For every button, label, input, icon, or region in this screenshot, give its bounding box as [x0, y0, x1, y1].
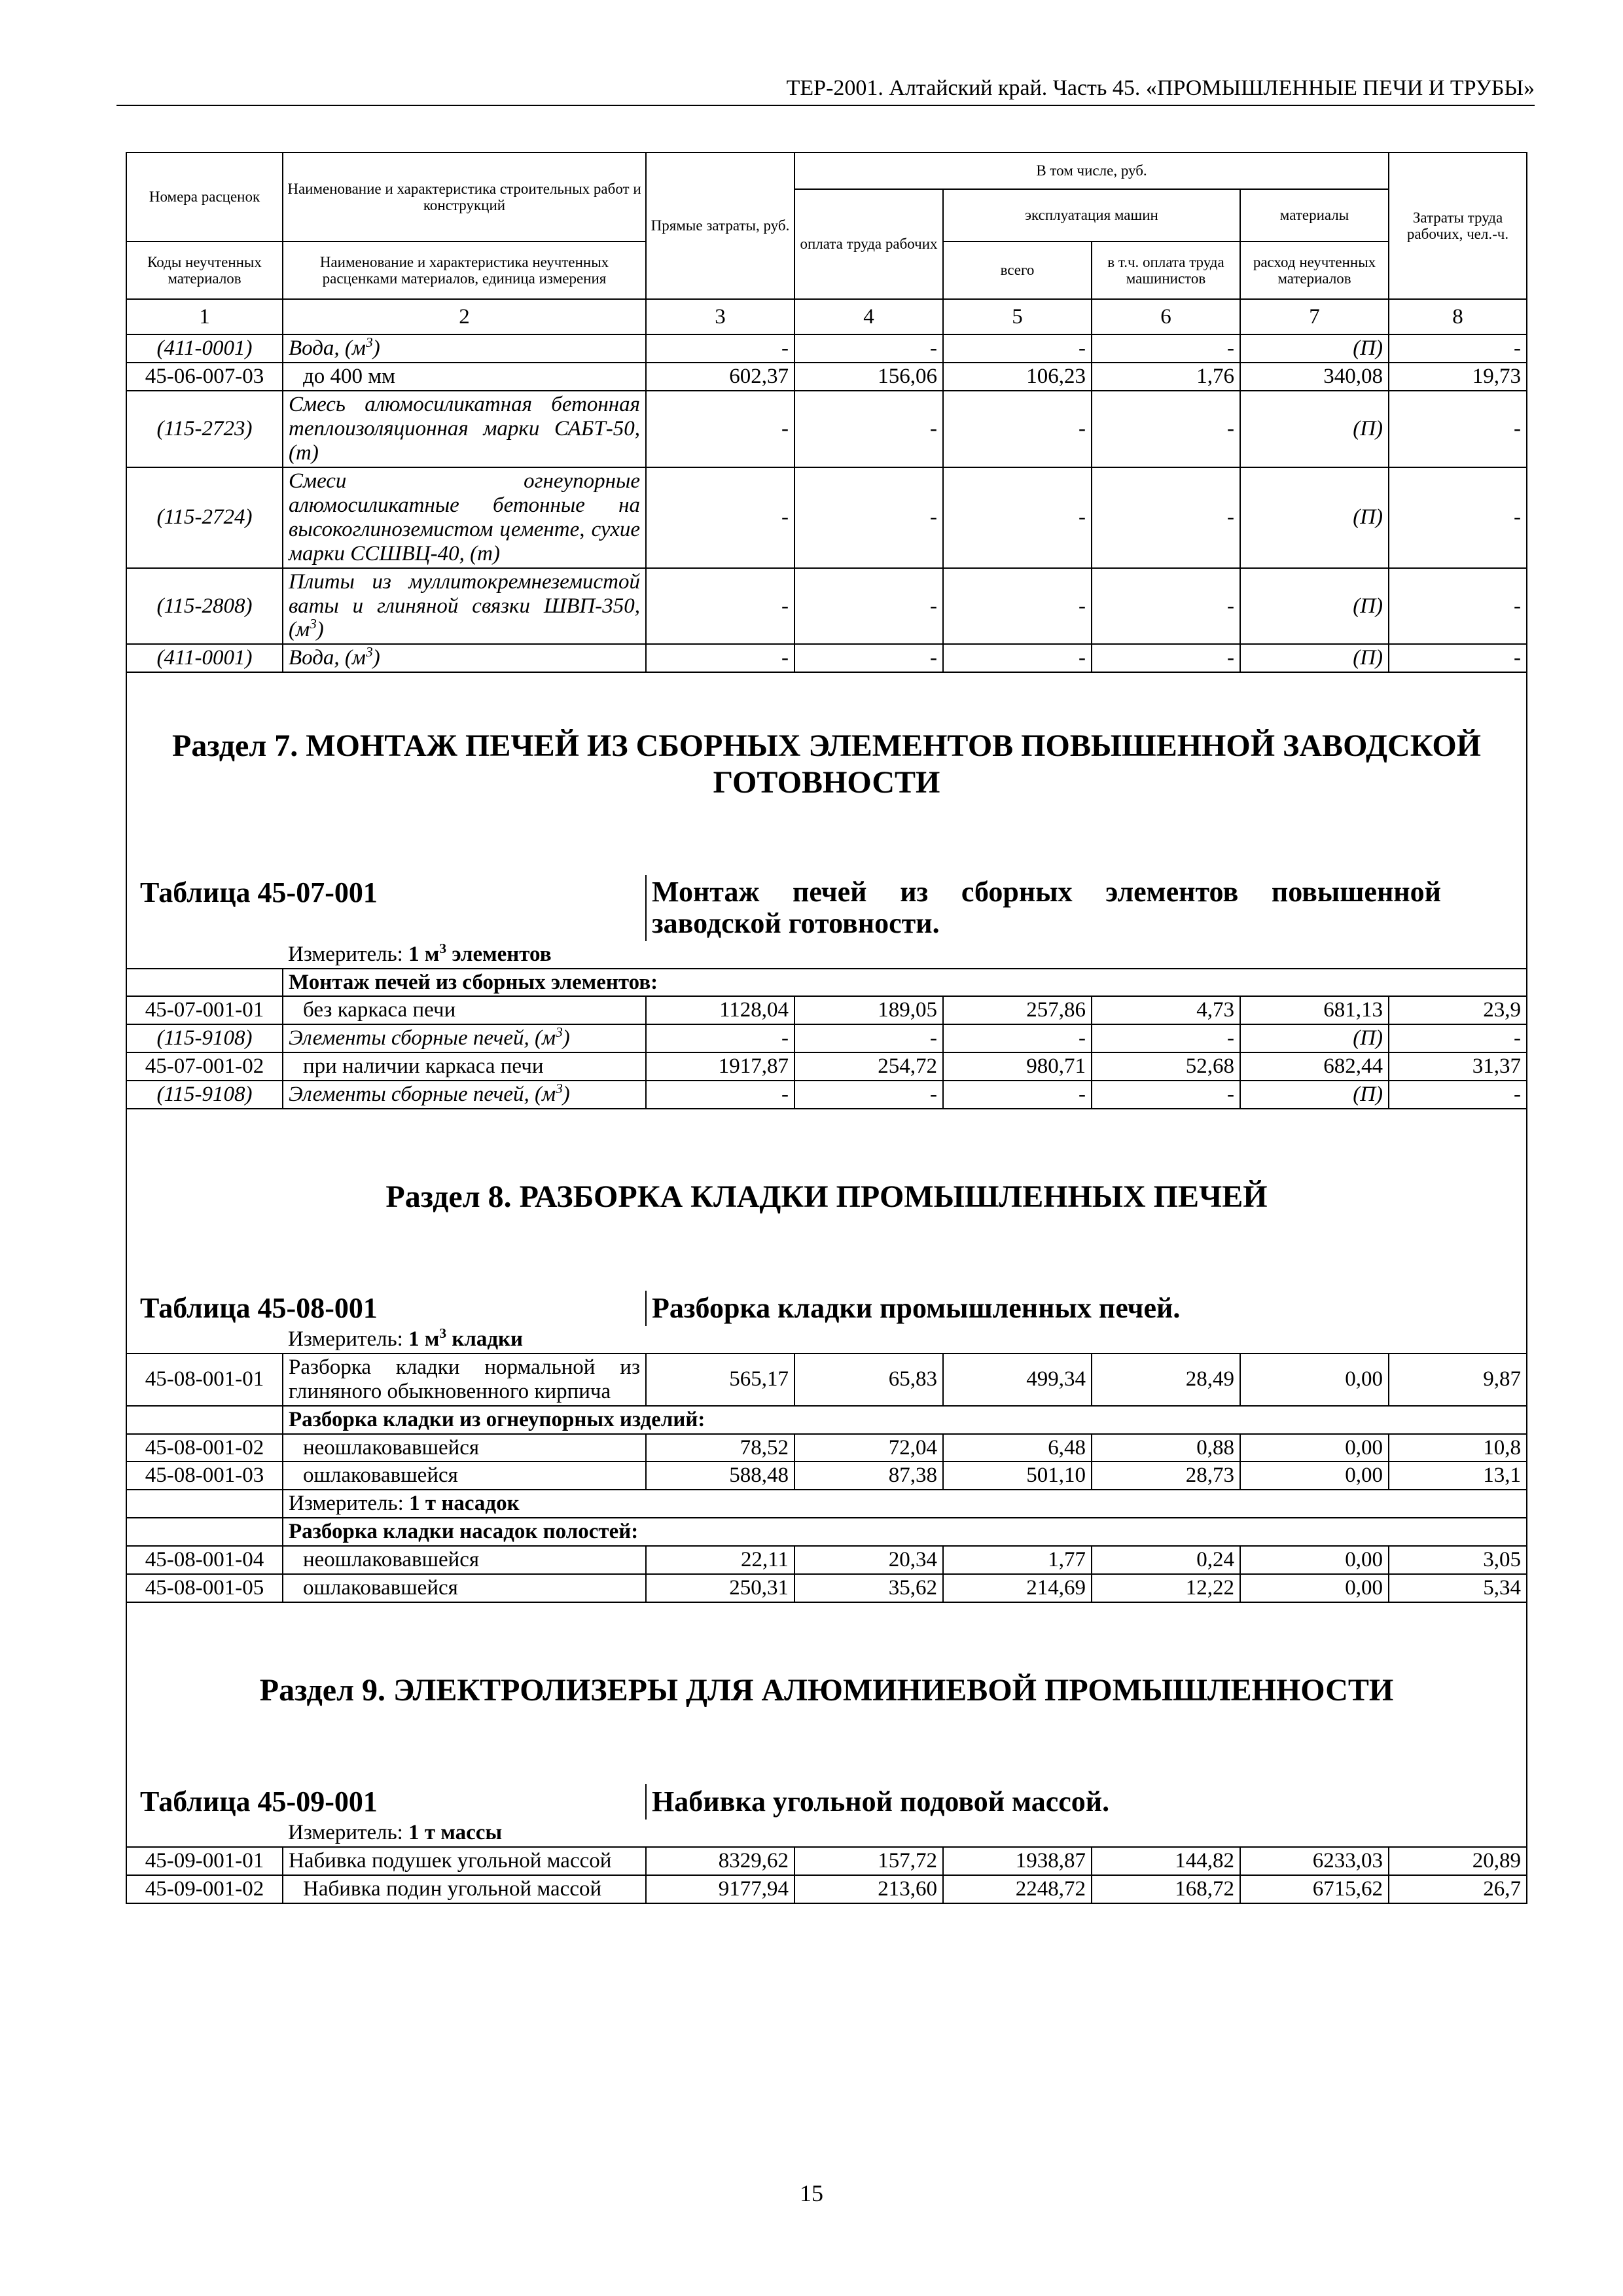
row-value: 0,00 [1240, 1354, 1389, 1406]
row-value: 31,37 [1389, 1052, 1527, 1081]
row-value: - [646, 644, 794, 672]
row-name [283, 1462, 646, 1490]
table-row [126, 644, 1527, 672]
row-name-text: неошлаковавшейся [303, 1548, 480, 1572]
row-value: 19,73 [1389, 363, 1527, 391]
row-name-text: Вода, (м [289, 336, 366, 360]
unit-close: ) [562, 1026, 570, 1050]
row-value: 9,87 [1389, 1354, 1527, 1406]
unit-sup: 3 [365, 334, 373, 350]
row-name [283, 996, 646, 1024]
row-value: 250,31 [646, 1574, 794, 1602]
unit-sup: 3 [310, 616, 317, 632]
blank [126, 1406, 283, 1434]
row-value: 214,69 [943, 1574, 1092, 1602]
row-value: 1128,04 [646, 996, 794, 1024]
row-code: (115-9108) [126, 1081, 283, 1109]
row-value: - [1389, 1024, 1527, 1052]
row-value: 87,38 [794, 1462, 943, 1490]
row-name [283, 391, 646, 467]
section8-group2-rows [126, 1546, 1527, 1602]
column-index-row [126, 299, 1527, 334]
row-name-text: Вода, (м [289, 646, 366, 670]
row-name-text: Элементы сборные печей, (м [289, 1026, 556, 1050]
row-value: - [1092, 568, 1240, 645]
row-value: 144,82 [1092, 1847, 1240, 1875]
row-value: 6,48 [943, 1434, 1092, 1462]
row-value: 35,62 [794, 1574, 943, 1602]
row-value: - [646, 334, 794, 363]
table-row [126, 1052, 1527, 1081]
row-value: 254,72 [794, 1052, 943, 1081]
unit-close: ) [316, 618, 324, 642]
table-row [126, 391, 1527, 467]
row-value: 22,11 [646, 1546, 794, 1574]
row-name [283, 644, 646, 672]
meter-sup: 3 [439, 1325, 447, 1341]
row-value: 3,05 [1389, 1546, 1527, 1574]
row-value: 4,73 [1092, 996, 1240, 1024]
row-value: 2248,72 [943, 1875, 1092, 1903]
row-value: 106,23 [943, 363, 1092, 391]
section9-table-label: Таблица 45-09-001 [126, 1784, 646, 1819]
table-row [126, 363, 1527, 391]
row-value: 72,04 [794, 1434, 943, 1462]
row-name [283, 1081, 646, 1109]
row-code: (115-2724) [126, 467, 283, 568]
section7-table-desc: Монтаж печей из сборных элементов повышенной заводской готовности. [646, 875, 1527, 941]
row-value: 65,83 [794, 1354, 943, 1406]
row-value: 501,10 [943, 1462, 1092, 1490]
row-value: 168,72 [1092, 1875, 1240, 1903]
row-value: 20,34 [794, 1546, 943, 1574]
col-index: 1 [126, 299, 283, 334]
section8-table-desc: Разборка кладки промышленных печей. [646, 1291, 1527, 1325]
table-row [126, 568, 1527, 645]
table-row [126, 1354, 1527, 1406]
row-code: 45-08-001-03 [126, 1462, 283, 1490]
row-value: - [1092, 644, 1240, 672]
row-value: - [1092, 334, 1240, 363]
row-code: (411-0001) [126, 334, 283, 363]
row-value: - [646, 391, 794, 467]
section7-group: Монтаж печей из сборных элементов: [283, 969, 1527, 997]
section7-meter [283, 941, 1527, 969]
col4-header: оплата труда рабочих [794, 189, 943, 299]
table-row [126, 1875, 1527, 1903]
col3-header: Прямые затраты, руб. [646, 152, 794, 299]
row-value: (П) [1240, 391, 1389, 467]
row-name [283, 1574, 646, 1602]
price-table [126, 152, 1527, 1904]
row-name [283, 1847, 646, 1875]
row-value: - [1389, 644, 1527, 672]
row-value: - [794, 644, 943, 672]
row-value: 588,48 [646, 1462, 794, 1490]
row-name-text: до 400 мм [303, 364, 396, 388]
row-code: 45-08-001-05 [126, 1574, 283, 1602]
row-code: 45-07-001-02 [126, 1052, 283, 1081]
row-value: - [794, 1081, 943, 1109]
section8-meter2 [283, 1490, 1527, 1518]
row-value: - [943, 467, 1092, 568]
col-index: 8 [1389, 299, 1527, 334]
row-name-text: Элементы сборные печей, (м [289, 1083, 556, 1107]
row-value: (П) [1240, 334, 1389, 363]
blank [126, 1326, 283, 1354]
row-value: 0,00 [1240, 1462, 1389, 1490]
row-value: 213,60 [794, 1875, 943, 1903]
table-row [126, 1024, 1527, 1052]
row-name [283, 1546, 646, 1574]
row-value: - [943, 568, 1092, 645]
row-value: 257,86 [943, 996, 1092, 1024]
row-code: 45-07-001-01 [126, 996, 283, 1024]
spacer [126, 1602, 1527, 1671]
row-value: 0,88 [1092, 1434, 1240, 1462]
row-value: - [1092, 391, 1240, 467]
section8-group1: Разборка кладки из огнеупорных изделий: [283, 1406, 1527, 1434]
section7-title: Раздел 7. МОНТАЖ ПЕЧЕЙ ИЗ СБОРНЫХ ЭЛЕМЕНТОВ ПОВЫШЕННОЙ ЗАВОДСКОЙ ГОТОВНОСТИ [126, 728, 1527, 800]
unit-close: ) [372, 646, 380, 670]
row-value: - [1092, 1081, 1240, 1109]
spacer [126, 1109, 1527, 1177]
row-value: - [646, 467, 794, 568]
row-code: 45-08-001-02 [126, 1434, 283, 1462]
row-value: - [943, 1024, 1092, 1052]
section8-group1-rows [126, 1434, 1527, 1490]
meter-prefix: Измеритель: [289, 1492, 410, 1516]
table-row [126, 1434, 1527, 1462]
col2-header-top: Наименование и характеристика строительных работ и конструкций [283, 152, 646, 242]
row-value: 1938,87 [943, 1847, 1092, 1875]
row-value: 20,89 [1389, 1847, 1527, 1875]
row-value: 6715,62 [1240, 1875, 1389, 1903]
row-value: - [1389, 391, 1527, 467]
row-name-text: ошлаковавшейся [303, 1463, 458, 1488]
row-name [283, 1875, 646, 1903]
row-value: - [1389, 568, 1527, 645]
row-value: 13,1 [1389, 1462, 1527, 1490]
row-value: 8329,62 [646, 1847, 794, 1875]
row-value: 0,00 [1240, 1546, 1389, 1574]
meter-prefix: Измеритель: [288, 1327, 409, 1351]
row-name [283, 334, 646, 363]
row-value: - [794, 1024, 943, 1052]
meter-suffix: кладки [446, 1327, 524, 1351]
row-value: 340,08 [1240, 363, 1389, 391]
row-value: - [943, 644, 1092, 672]
row-value: 1,76 [1092, 363, 1240, 391]
row-value: 499,34 [943, 1354, 1092, 1406]
row-value: 682,44 [1240, 1052, 1389, 1081]
row-value: 0,24 [1092, 1546, 1240, 1574]
row-value: 189,05 [794, 996, 943, 1024]
col1-header-top: Номера расценок [126, 152, 283, 242]
section9-rows [126, 1847, 1527, 1903]
meter-value: 1 т насадок [409, 1492, 520, 1516]
row-name [283, 1434, 646, 1462]
section8-title: Раздел 8. РАЗБОРКА КЛАДКИ ПРОМЫШЛЕННЫХ ПЕЧЕЙ [126, 1177, 1527, 1216]
col8-header: Затраты труда рабочих, чел.-ч. [1389, 152, 1527, 299]
section7-table-label: Таблица 45-07-001 [126, 875, 646, 941]
row-value: 602,37 [646, 363, 794, 391]
meter-value: 1 м [408, 942, 440, 966]
table-row [126, 334, 1527, 363]
table-row [126, 1462, 1527, 1490]
row-code: (411-0001) [126, 644, 283, 672]
row-value: 6233,03 [1240, 1847, 1389, 1875]
meter-suffix: элементов [446, 942, 552, 966]
unit-sup: 3 [365, 644, 373, 660]
row-value: 681,13 [1240, 996, 1389, 1024]
spacer [126, 1216, 1527, 1291]
materials-header: материалы [1240, 189, 1389, 242]
row-name-text: Набивка подин угольной массой [303, 1876, 602, 1901]
including-header: В том числе, руб. [794, 152, 1389, 189]
row-value: (П) [1240, 644, 1389, 672]
blank [126, 1820, 283, 1847]
meter-sup: 3 [439, 940, 447, 956]
row-code: 45-09-001-01 [126, 1847, 283, 1875]
row-value: - [794, 334, 943, 363]
col1-header-bottom: Коды неучтенных материалов [126, 242, 283, 299]
row-name [283, 1024, 646, 1052]
row-code: 45-06-007-03 [126, 363, 283, 391]
table-row [126, 1081, 1527, 1109]
row-value: - [1389, 467, 1527, 568]
table-row [126, 467, 1527, 568]
row-value: 9177,94 [646, 1875, 794, 1903]
meter-value: 1 т массы [408, 1820, 503, 1844]
spacer [126, 800, 1527, 875]
row-value: - [794, 391, 943, 467]
row-value: 52,68 [1092, 1052, 1240, 1081]
row-code: 45-08-001-01 [126, 1354, 283, 1406]
unit-sup: 3 [556, 1024, 563, 1041]
row-value: 1,77 [943, 1546, 1092, 1574]
blank [126, 1490, 283, 1518]
table-row [126, 1574, 1527, 1602]
running-header-text: ТЕР-2001. Алтайский край. Часть 45. «ПРОМЫШЛЕННЫЕ ПЕЧИ И ТРУБЫ» [786, 76, 1535, 100]
row-value: 5,34 [1389, 1574, 1527, 1602]
row-code: (115-2723) [126, 391, 283, 467]
row-value: (П) [1240, 1081, 1389, 1109]
row-value: 78,52 [646, 1434, 794, 1462]
spacer [126, 672, 1527, 728]
col-index: 5 [943, 299, 1092, 334]
row-value: 565,17 [646, 1354, 794, 1406]
meter-prefix: Измеритель: [288, 942, 409, 966]
section8-group2: Разборка кладки насадок полостей: [283, 1518, 1527, 1546]
row-value: - [646, 1081, 794, 1109]
col7-header: расход неучтенных материалов [1240, 242, 1389, 299]
row-code: (115-2808) [126, 568, 283, 645]
row-value: (П) [1240, 1024, 1389, 1052]
row-value: - [1389, 334, 1527, 363]
table-row [126, 1847, 1527, 1875]
row-value: 1917,87 [646, 1052, 794, 1081]
row-name-text: ошлаковавшейся [303, 1576, 458, 1600]
row-value: 156,06 [794, 363, 943, 391]
section9-title: Раздел 9. ЭЛЕКТРОЛИЗЕРЫ ДЛЯ АЛЮМИНИЕВОЙ ПРОМЫШЛЕННОСТИ [126, 1671, 1527, 1710]
page-number: 15 [800, 2180, 823, 2206]
col-index: 6 [1092, 299, 1240, 334]
unit-close: ) [372, 336, 380, 360]
row-value: (П) [1240, 568, 1389, 645]
row-name-text: без каркаса печи [303, 998, 456, 1022]
row-name-text: при наличии каркаса печи [303, 1054, 544, 1079]
row-value: - [794, 568, 943, 645]
row-value: 12,22 [1092, 1574, 1240, 1602]
machines-header: эксплуатация машин [943, 189, 1240, 242]
col-index: 4 [794, 299, 943, 334]
row-code: (115-9108) [126, 1024, 283, 1052]
row-value: - [943, 1081, 1092, 1109]
blank [126, 969, 283, 997]
meter-prefix: Измеритель: [288, 1820, 409, 1844]
row-name [283, 1052, 646, 1081]
unit-close: ) [562, 1083, 570, 1107]
section7-rows [126, 996, 1527, 1109]
col5-header: всего [943, 242, 1092, 299]
row-value: - [646, 568, 794, 645]
row-name: Разборка кладки нормальной из глиняного обыкновенного кирпича [283, 1354, 646, 1406]
row-value: 26,7 [1389, 1875, 1527, 1903]
running-header [116, 73, 1535, 106]
col-index: 3 [646, 299, 794, 334]
row-code: 45-08-001-04 [126, 1546, 283, 1574]
row-value: - [794, 467, 943, 568]
col-index: 2 [283, 299, 646, 334]
section9-meter [283, 1820, 1527, 1847]
row-value: 28,49 [1092, 1354, 1240, 1406]
blank [126, 941, 283, 969]
row-value: 23,9 [1389, 996, 1527, 1024]
row-value: - [646, 1024, 794, 1052]
row-name-text: Плиты из муллитокремнеземистой ваты и глиняной связки ШВП-350, (м [289, 569, 640, 642]
row-value: - [1389, 1081, 1527, 1109]
table-row [126, 996, 1527, 1024]
row-name [283, 363, 646, 391]
row-name-text: Смесь алюмосиликатная бетонная теплоизоляционная марки САБТ-50, (т) [289, 392, 640, 465]
row-value: 157,72 [794, 1847, 943, 1875]
blank [126, 1518, 283, 1546]
unit-sup: 3 [556, 1081, 563, 1097]
table-row [126, 1546, 1527, 1574]
col-index: 7 [1240, 299, 1389, 334]
row-value: 0,00 [1240, 1434, 1389, 1462]
section9-table-desc: Набивка угольной подовой массой. [646, 1784, 1527, 1819]
row-value: (П) [1240, 467, 1389, 568]
top-rows [126, 334, 1527, 672]
row-name [283, 568, 646, 645]
row-name-text: неошлаковавшейся [303, 1435, 480, 1460]
row-value: 980,71 [943, 1052, 1092, 1081]
row-name-text: Набивка подушек угольной массой [289, 1848, 612, 1873]
row-code: 45-09-001-02 [126, 1875, 283, 1903]
row-value: 0,00 [1240, 1574, 1389, 1602]
row-value: - [1092, 467, 1240, 568]
row-value: 28,73 [1092, 1462, 1240, 1490]
row-name-text: Смеси огнеупорные алюмосиликатные бетонные на высокоглиноземистом цементе, сухие марки ССШВЦ-40, (т) [289, 469, 640, 565]
row-value: - [1092, 1024, 1240, 1052]
row-value: 10,8 [1389, 1434, 1527, 1462]
spacer [126, 1710, 1527, 1784]
col6-header: в т.ч. оплата труда машинистов [1092, 242, 1240, 299]
row-name [283, 467, 646, 568]
row-value: - [943, 334, 1092, 363]
section8-table-label: Таблица 45-08-001 [126, 1291, 646, 1325]
meter-value: 1 м [408, 1327, 440, 1351]
row-value: - [943, 391, 1092, 467]
col2-header-bottom: Наименование и характеристика неучтенных расценками материалов, единица измерения [283, 242, 646, 299]
section8-meter [283, 1326, 1527, 1354]
